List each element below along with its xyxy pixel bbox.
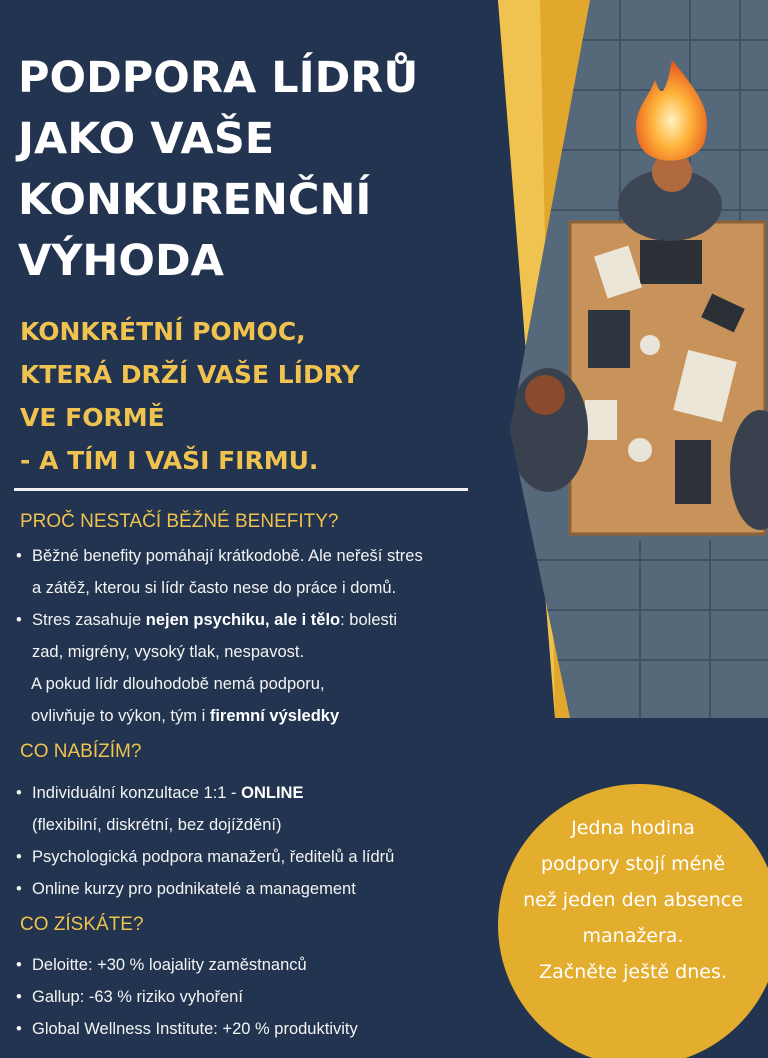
callout-text (498, 810, 768, 990)
callout-line: podpory stojí méně (540, 853, 726, 875)
callout-line: než jeden den absence (523, 889, 743, 911)
emphasis: ONLINE (241, 784, 304, 802)
list-item-text: Běžné benefity pomáhají krátkodobě. Ale neřeší stres (32, 547, 423, 565)
list-item-text: Global Wellness Institute: +20 % produktivity (32, 1020, 358, 1038)
callout-line: manažera. (582, 925, 684, 947)
list-item-text: Stres zasahuje nejen psychiku, ale i tělo: bolesti (32, 611, 398, 629)
list-item-text: Individuální konzultace 1:1 - ONLINE (32, 784, 304, 802)
bullet-icon: • (16, 611, 22, 629)
title-line: PODPORA LÍDRŮ (18, 53, 419, 103)
list-item (14, 777, 494, 841)
why-list (14, 540, 494, 732)
bullet-icon: • (16, 988, 22, 1006)
list-item-text: zad, migrény, vysoký tlak, nespavost. (32, 643, 305, 661)
subtitle-line: - A TÍM I VAŠI FIRMU. (20, 446, 319, 475)
emphasis: firemní výsledky (209, 707, 340, 725)
callout-line: Jedna hodina (571, 817, 695, 839)
bullet-icon: • (16, 848, 22, 866)
list-item-text: Online kurzy pro podnikatelé a management (32, 880, 356, 898)
list-item-text: Deloitte: +30 % loajality zaměstnanců (32, 956, 307, 974)
list-item (14, 604, 494, 732)
bullet-icon: • (16, 784, 22, 802)
list-item (14, 949, 494, 981)
list-item-text: Gallup: -63 % riziko vyhoření (32, 988, 243, 1006)
title-line: VÝHODA (18, 236, 224, 286)
list-item-text: a zátěž, kterou si lídr často nese do práce i domů. (32, 579, 397, 597)
divider (14, 488, 468, 491)
gain-list (14, 949, 494, 1045)
bullet-icon: • (16, 1020, 22, 1038)
list-item-text: Psychologická podpora manažerů, ředitelů a lídrů (32, 848, 395, 866)
page-title (18, 48, 518, 292)
subtitle (20, 310, 460, 482)
callout-line: Začněte ještě dnes. (539, 961, 727, 983)
section-heading-gain: CO ZÍSKÁTE? (20, 914, 144, 935)
subtitle-line: KONKRÉTNÍ POMOC, (20, 317, 306, 346)
subtitle-line: KTERÁ DRŽÍ VAŠE LÍDRY (20, 360, 360, 389)
list-item (14, 1013, 494, 1045)
list-item (14, 841, 494, 873)
list-item (14, 981, 494, 1013)
section-heading-why: PROČ NESTAČÍ BĚŽNÉ BENEFITY? (20, 511, 339, 532)
offer-list (14, 777, 494, 905)
bullet-icon: • (16, 547, 22, 565)
subtitle-line: VE FORMĚ (20, 403, 165, 432)
emphasis: nejen psychiku, ale i tělo (145, 611, 341, 629)
list-item (14, 873, 494, 905)
list-note: ovlivňuje to výkon, tým i firemní výsledky (31, 707, 340, 725)
section-heading-offer: CO NABÍZÍM? (20, 741, 142, 762)
list-note: A pokud lídr dlouhodobě nemá podporu, (31, 675, 325, 693)
list-item-text: (flexibilní, diskrétní, bez dojíždění) (32, 816, 282, 834)
title-line: KONKURENČNÍ (18, 175, 372, 225)
bullet-icon: • (16, 956, 22, 974)
bullet-icon: • (16, 880, 22, 898)
title-line: JAKO VAŠE (18, 114, 275, 164)
list-item (14, 540, 494, 604)
